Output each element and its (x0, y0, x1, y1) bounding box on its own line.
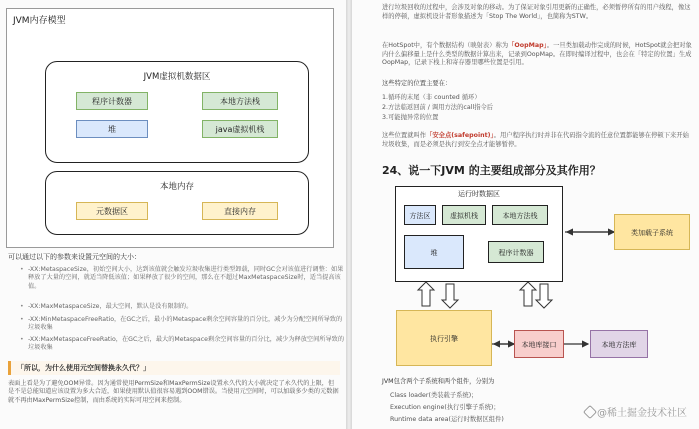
oopmap-text: 在HotSpot中，有个数据结构（映射表）称为「OopMap」。一旦类加载动作完成的时候，HotSpot就会把对象内什么偏移量上是什么类型的数据计算出来，记录到OopMap。在即时编译过程中，也会在「特定的位置」生成 OopMap，记录下栈上和寄存器里哪些位置是引用。 (382, 42, 692, 67)
param-metaspace-size: • -XX:MetaspaceSize，初始空间大小，达到该值就会触发垃圾收集进行类型卸载，同时GC会对该值进行调整：如果释放了大量的空间，就适当降低该值；如果释放了很少的空间，那么在不超过MaxMetaspaceSize时，适当提高该值。 (28, 266, 346, 291)
param-max-free-ratio: • -XX:MaxMetaspaceFreeRatio，在GC之后，最大的Metaspace剩余空间容量的百分比，减少为释放空间所导致的垃圾收集 (28, 336, 346, 353)
watermark (585, 404, 687, 419)
params-intro: 可以通过以下的参数来设置元空间的大小： (8, 253, 141, 261)
juejin-logo-icon (583, 405, 597, 419)
left-page (0, 0, 346, 429)
direct-memory-cell: 直接内存 (202, 202, 278, 220)
heap-cell-right: 堆 (404, 235, 464, 269)
runtime-data-area-box (395, 186, 563, 282)
why-metaspace-quote: 「所以，为什么使用元空间替换永久代？」 (8, 361, 340, 375)
native-interface: 本地库接口 (514, 330, 564, 358)
native-memory-box (45, 171, 309, 235)
vm-stack-cell: 虚拟机栈 (442, 205, 486, 225)
components-summary: JVM包含两个子系统和两个组件，分别为 (382, 378, 495, 385)
metaspace-reason-paragraph: 表面上看是为了避免OOM异常。因为通常使用PermSize和MaxPermSize设置永久代的大小就决定了永久代的上限，但是不是总能知道应该设置为多大合适，如果使用默认值很容易遇到OOM错误。当使用元空间时，可以加载多少类的元数据就不再由MaxPermSize控制，而由系统的实际可用空间来控制。 (8, 380, 339, 404)
program-counter-cell: 程序计数器 (76, 92, 148, 110)
java-vm-stack-cell: java虚拟机栈 (202, 120, 278, 138)
execution-engine: 执行引擎 (396, 310, 492, 366)
position-item-2: 2.方法临返回前 / 调用方法的call指令后 (382, 104, 494, 111)
component-class-loader: Class loader(类装载子系统)； (390, 392, 478, 399)
figure-title: JVM内存模型 (13, 16, 66, 26)
jvm-data-area-box (45, 61, 309, 163)
metaspace-cell: 元数据区 (76, 202, 148, 220)
native-memory-label: 本地内存 (159, 182, 194, 192)
native-method-library: 本地方法库 (590, 330, 648, 358)
stw-paragraph: 进行垃圾回收的过程中，会涉及对象的移动。为了保证对象引用更新的正确性，必须暂停所有的用户线程，像这样的停顿，虚拟机设计者形象描述为「Stop The World」，也简称为STW。 (382, 4, 691, 20)
watermark-text: @稀土掘金技术社区 (597, 408, 687, 419)
section-24-heading: 24、说一下JVM 的主要组成部分及其作用？ (382, 164, 601, 177)
native-stack-cell: 本地方法栈 (492, 205, 548, 225)
method-area-cell: 方法区 (404, 205, 436, 225)
position-item-1: 1.循环的末尾（非 counted 循环） (382, 94, 481, 101)
param-min-free-ratio: • -XX:MinMetaspaceFreeRatio，在GC之后，最小的Metaspace剩余空间容量的百分比，减少为分配空间所导致的垃圾收集 (28, 316, 346, 333)
heap-cell: 堆 (76, 120, 148, 138)
position-item-3: 3.可能抛异常的位置 (382, 114, 439, 121)
oopmap-text-emphasis: 「OopMap」 (508, 42, 547, 49)
safepoint-paragraph-emphasis: 「安全点(safepoint)」 (426, 132, 494, 139)
jvm-memory-model-figure (6, 8, 334, 248)
native-method-stack-cell: 本地方法栈 (202, 92, 278, 110)
class-loader-subsystem: 类加载子系统 (614, 214, 690, 250)
right-page (352, 0, 699, 429)
component-runtime-data-area: Runtime data area(运行时数据区组件) (390, 416, 504, 423)
safepoint-paragraph: 这些位置就叫作「安全点(safepoint)」。用户程序执行时并非在代码指令流的任意位置都能够在停顿下来开始垃圾收集，而是必须是执行到安全点才能够暂停。 (382, 132, 689, 148)
runtime-data-area-label: 运行时数据区 (458, 190, 500, 198)
positions-intro: 这些特定的位置主要在： (382, 80, 452, 87)
pc-register-cell: 程序计数器 (488, 241, 544, 263)
jvm-data-area-label: JVM虚拟机数据区 (143, 72, 211, 82)
param-max-metaspace-size: • -XX:MaxMetaspaceSize，最大空间，默认是没有限制的。 (28, 303, 346, 311)
component-execution-engine: Execution engine(执行引擎子系统)； (390, 404, 500, 411)
